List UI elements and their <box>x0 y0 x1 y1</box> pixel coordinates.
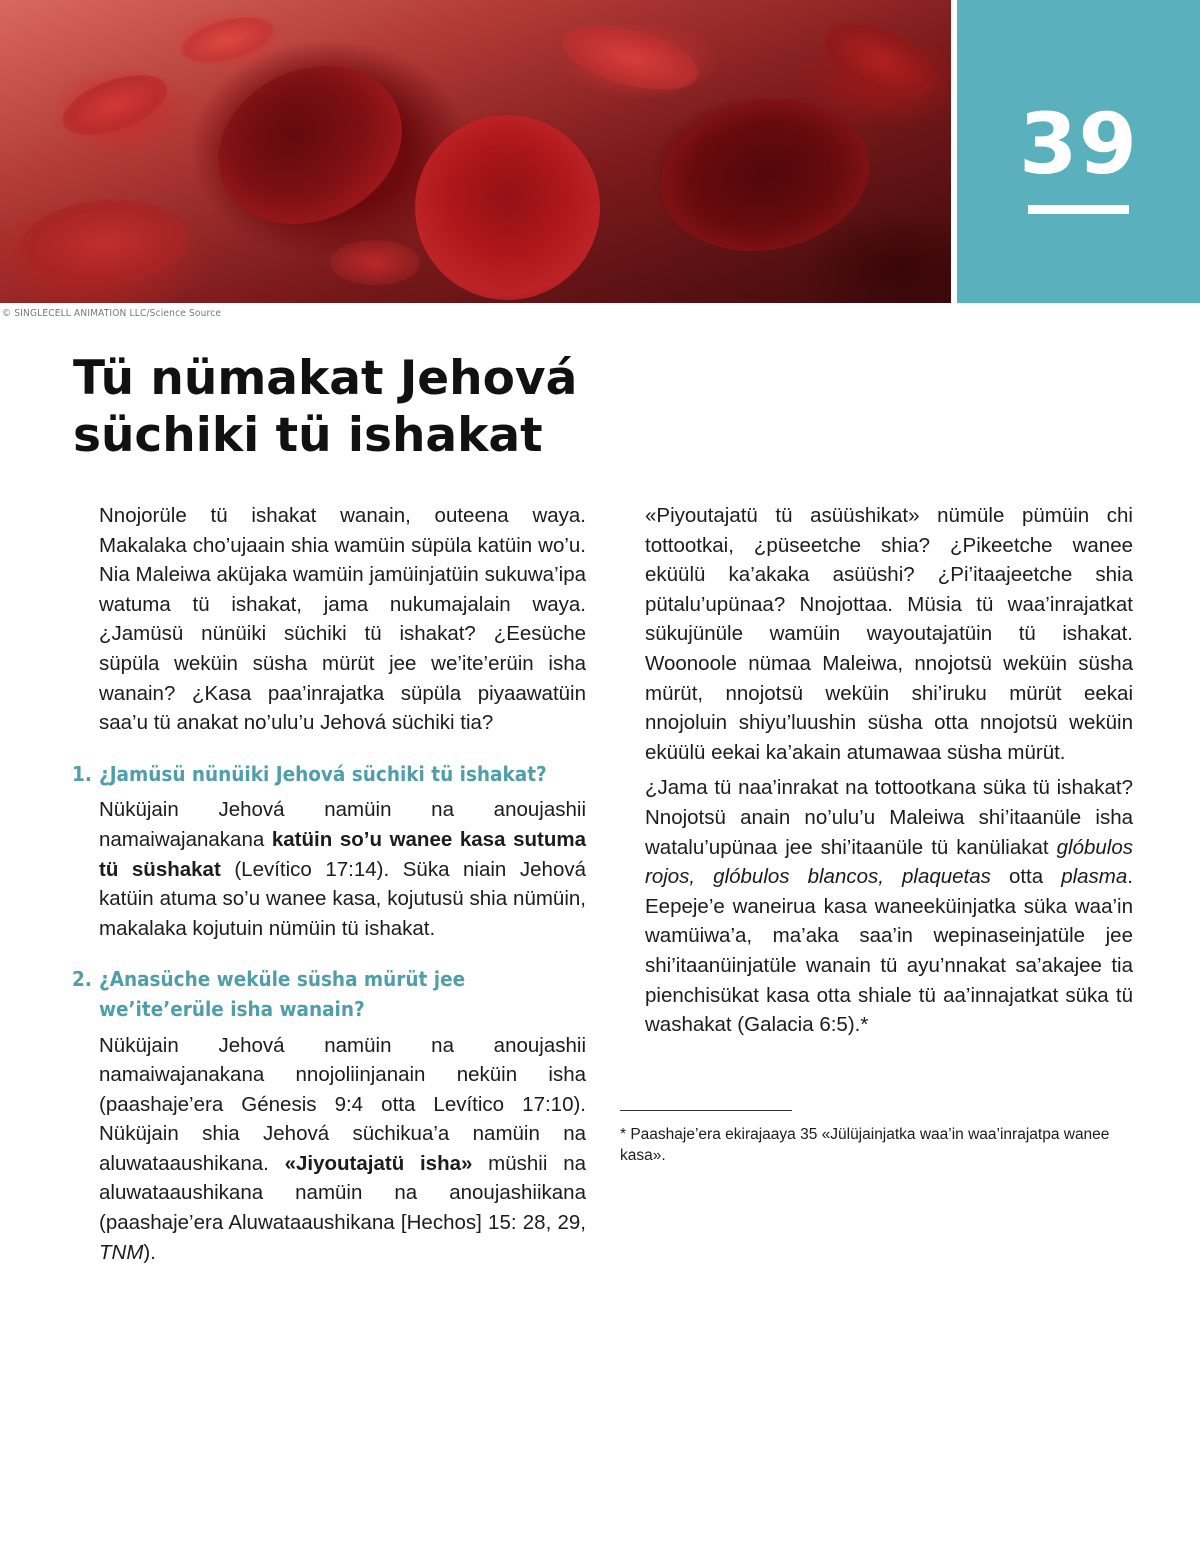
blood-cell <box>176 8 278 71</box>
section-1-text-a: Nüküjain Jehová namüin na anoujashii namaiwajanakana <box>99 798 586 851</box>
blood-cell <box>555 13 704 102</box>
chapter-number: 39 <box>1019 95 1138 193</box>
section-2-number: 2. <box>72 967 92 992</box>
right-paragraph-2-text-b: otta <box>990 865 1062 889</box>
right-paragraph-2 <box>645 773 1133 1039</box>
footnote-divider <box>620 1110 792 1111</box>
hero-image-blood-cells <box>0 0 951 303</box>
section-2-emphasis: «Jiyoutajatü isha» <box>284 1151 473 1175</box>
page-title <box>73 350 773 464</box>
section-2-question <box>99 965 586 1024</box>
section-2-text-c: ). <box>143 1240 156 1264</box>
section-2-text-b: müshii na aluwataaushikana namüin na anoujashiikana (paashaje’era Aluwataaushikana [Hechos] 15: 28, 29, <box>99 1151 586 1235</box>
section-1-number: 1. <box>72 761 92 786</box>
blood-cell <box>17 193 194 292</box>
chapter-number-rule <box>1028 205 1129 214</box>
section-1-heading <box>72 760 586 790</box>
section-2-paragraph <box>99 1031 586 1268</box>
right-paragraph-1: «Piyoutajatü tü asüüshikat» nümüle pümüin chi tottootkai, ¿püseetche shia? ¿Pikeetche wanee eküülü ka’akaka asüüshi? ¿Pi’itaajeetche shia pütalu’upünaa? Nnojottaa. Müsia tü waa’inrajatkat sükujünüle wamüin wayoutajatüin tü ishakat. Woonoole nümaa Maleiwa, nnojotsü weküin süsha mürüt, nnojotsü weküin shi’iruku mürüt eekai nnojoluin shiyu’luushin süsha otta nnojotsü weküin eküülü eekai ka’akain atumawaa süsha mürüt. <box>645 504 1133 764</box>
blood-cell <box>330 240 420 285</box>
section-2-text-a: Nüküjain Jehová namüin na anoujashii namaiwajanakana nnojoliinjanain neküin isha (paashaje’era Génesis 9:4 otta Levítico 17:10). Nüküjain shia Jehová süchikua’a namüin na aluwataaushikana. <box>99 1033 586 1175</box>
blood-cell <box>813 7 947 112</box>
section-1-text-b: (Levítico 17:14). Süka niain Jehová katüin atuma so’u wanee kasa, kojutusü shia nümüin, makalaka kojutuin nümüin tü ishakat. <box>99 857 586 940</box>
chapter-number-panel <box>957 0 1200 303</box>
section-2-question-line-2: we’ite’erüle isha wanain? <box>99 996 365 1021</box>
section-2-italic: TNM <box>99 1240 144 1264</box>
left-column <box>72 501 586 1267</box>
right-paragraph-2-italic-2: plasma <box>1061 865 1128 889</box>
title-line-2: süchiki tü ishakat <box>73 408 543 463</box>
blood-cell <box>649 83 882 267</box>
blood-cell <box>55 63 175 148</box>
footnote-marker[interactable]: * <box>860 1013 869 1037</box>
section-1-question: ¿Jamüsü nünüiki Jehová süchiki tü ishakat? <box>99 761 547 786</box>
section-1-emphasis: katüin so’u wanee kasa sutuma tü süshakat <box>99 827 586 881</box>
blood-cell <box>415 115 600 300</box>
right-paragraph-2-italic-1: glóbulos rojos, glóbulos blancos, plaquetas <box>645 835 1133 889</box>
right-column <box>645 501 1133 1040</box>
intro-paragraph: Nnojorüle tü ishakat wanain, outeena waya. Makalaka cho’ujaain shia wamüin süpüla katüin wo’u. Nia Maleiwa aküjaka wamüin jamüinjatüin sukuwa’ipa watuma tü ishakat, jama nukumajalain waya. ¿Jamüsü nünüiki süchiki tü ishakat? ¿Eesüche süpüla weküin süsha mürüt jee we’ite’erüin isha wanain? ¿Kasa paa’inrajatka süpüla piyaawatüin saa’u tü anakat no’ulu’u Jehová süchiki tia? <box>99 504 586 735</box>
section-1-paragraph <box>99 795 586 943</box>
right-paragraph-2-text-c: . Eepeje’e waneirua kasa waneeküinjatka süka waa’in wamüiwa’a, ma’aka saa’in wepinaseinjatüle jee shi’itaanüinjatüle wanain tü ayu’nnakat sa’akajee tia pienchisükat kasa otta shiale tü aa’innajatkat süka tü washakat (Galacia 6:5). <box>645 865 1133 1037</box>
footnote: * Paashaje’era ekirajaaya 35 «Jülüjainjatka waa’in waa’inrajatpa wanee kasa». <box>620 1126 1110 1164</box>
title-line-1: Tü nümakat Jehová <box>73 351 578 406</box>
section-2-question-line-1: ¿Anasüche weküle süsha mürüt jee <box>99 967 466 992</box>
blood-cell <box>192 37 428 253</box>
right-paragraph-2-text-a: ¿Jama tü naa’inrakat na tottootkana süka tü ishakat? Nnojotsü anain no’ulu’u Maleiwa shi’itaanüle isha watalu’upünaa jee shi’itaanüle tü kanüliakat <box>645 776 1133 859</box>
image-credit: © SINGLECELL ANIMATION LLC/Science Source <box>2 308 222 319</box>
section-2-heading <box>72 965 586 1024</box>
